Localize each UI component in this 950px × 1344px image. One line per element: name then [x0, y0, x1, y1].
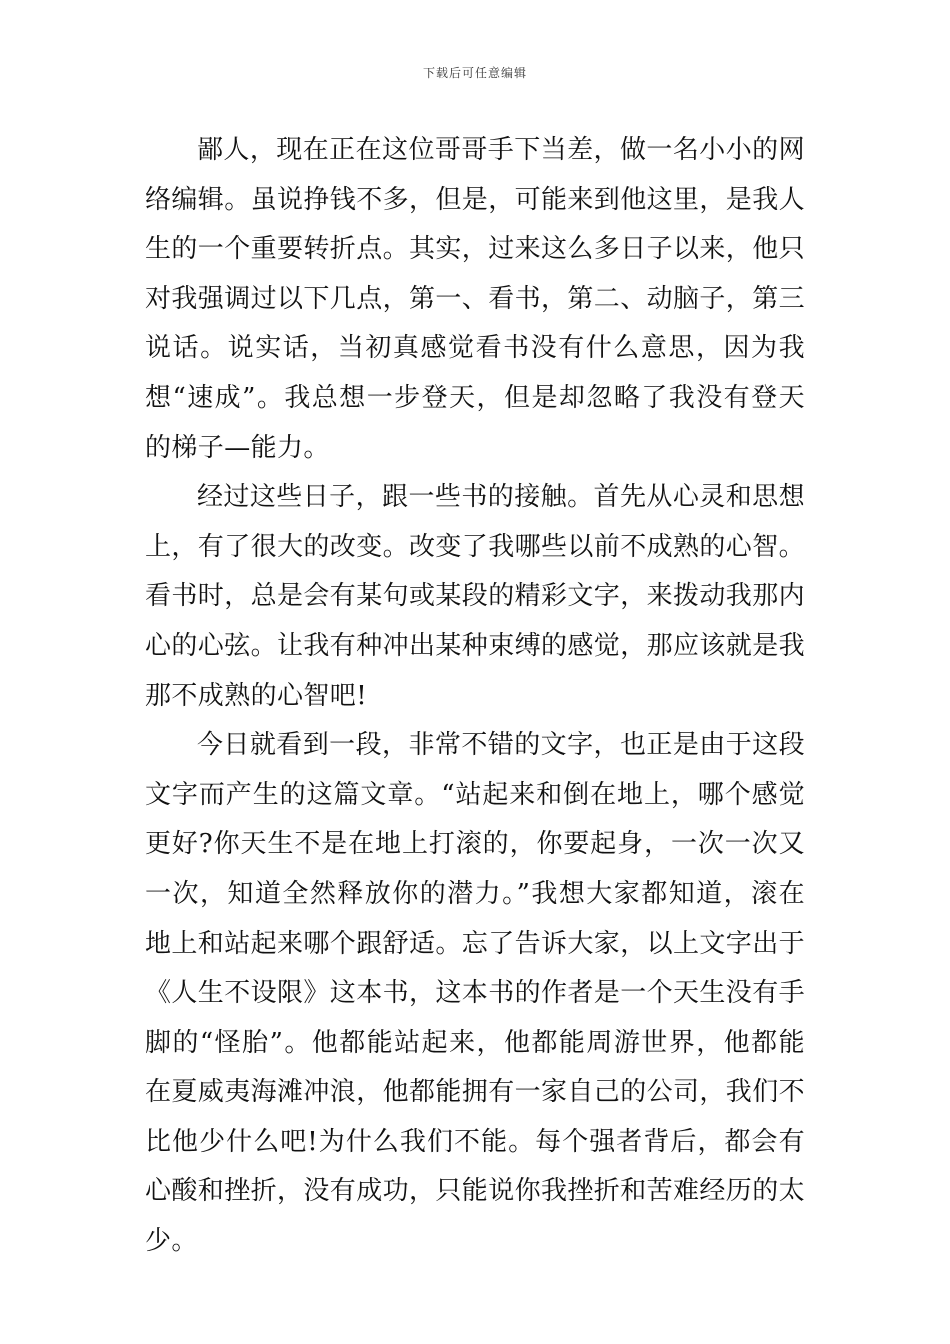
document-body	[145, 126, 805, 1267]
paragraph-1: 鄙人，现在正在这位哥哥手下当差，做一名小小的网络编辑。虽说挣钱不多，但是，可能来到他这里，是我人生的一个重要转折点。其实，过来这么多日子以来，他只对我强调过以下几点，第一、看书，第二、动脑子，第三说话。说实话，当初真感觉看书没有什么意思，因为我想“速成”。我总想一步登天，但是却忽略了我没有登天的梯子—能力。	[145, 135, 806, 463]
paragraph-2: 经过这些日子，跟一些书的接触。首先从心灵和思想上，有了很大的改变。改变了我哪些以前不成熟的心智。看书时，总是会有某句或某段的精彩文字，来拨动我那内心的心弦。让我有种冲出某种束缚的感觉，那应该就是我那不成熟的心智吧!	[145, 482, 806, 711]
paragraph-3: 今日就看到一段，非常不错的文字，也正是由于这段文字而产生的这篇文章。“站起来和倒在地上，哪个感觉更好?你天生不是在地上打滚的，你要起身，一次一次又一次，知道全然释放你的潜力。”我想大家都知道，滚在地上和站起来哪个跟舒适。忘了告诉大家，以上文字出于《人生不设限》这本书，这本书的作者是一个天生没有手脚的“怪胎”。他都能站起来，他都能周游世界，他都能在夏威夷海滩冲浪，他都能拥有一家自己的公司，我们不比他少什么吧!为什么我们不能。每个强者背后，都会有心酸和挫折，没有成功，只能说你我挫折和苦难经历的太少。	[145, 730, 806, 1257]
page-header: 下载后可任意编辑	[422, 66, 527, 80]
